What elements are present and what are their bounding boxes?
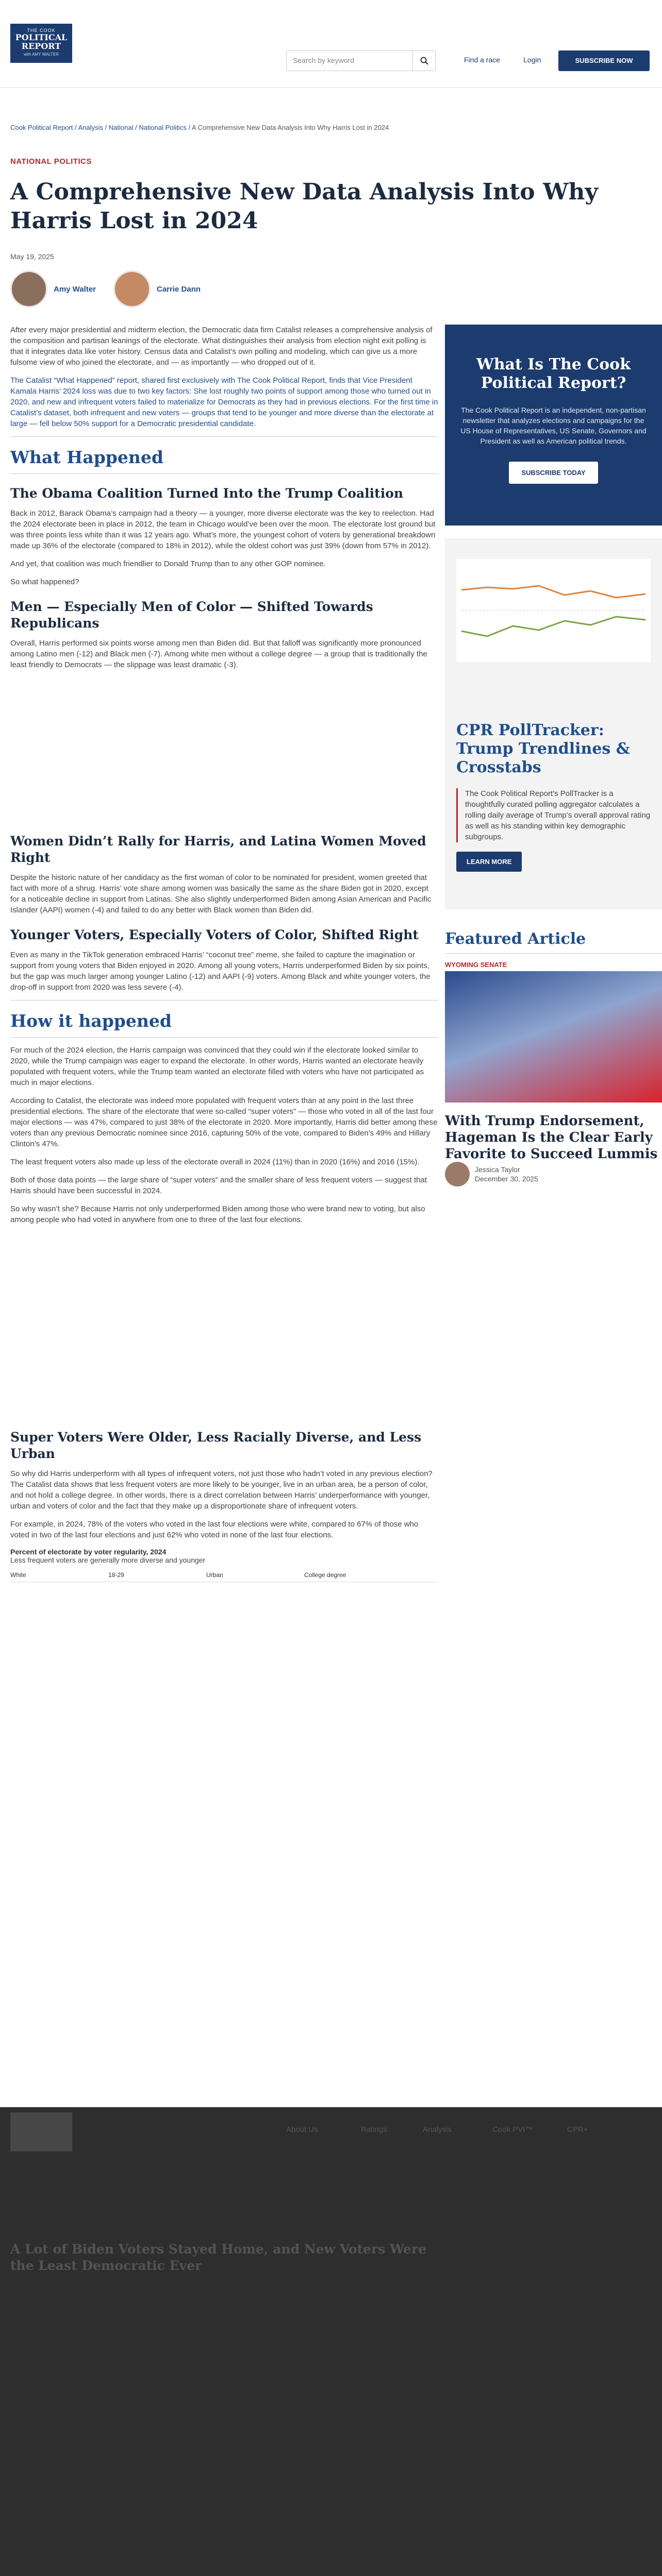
search-button[interactable] [412, 50, 436, 71]
featured-author [445, 1162, 538, 1187]
featured-image[interactable] [445, 971, 662, 1103]
divider [10, 436, 438, 437]
article-paragraph: Back in 2012, Barack Obama’s campaign had a theory — a younger, more diverse electorate was the key to reelection. Had the 2024 electorate been in place in 2012, the team in Chicago would’ve been over the moon. The electorate lost ground but was three points less white than it was 12 years ago. What’s more, the youngest cohort of voters by generational breakdown made up 36% of the electorate (compared to 18% in 2012), while the oldest cohort was just 39% (down from 57% in 2012). [10, 509, 436, 550]
site-logo[interactable]: THE COOK POLITICAL REPORT with AMY WALTER [10, 24, 72, 63]
site-header [0, 0, 662, 88]
avatar [113, 270, 151, 308]
find-race-link[interactable]: Find a race [464, 56, 501, 64]
article-date: May 19, 2025 [10, 252, 54, 261]
author-amy-walter[interactable]: Amy Walter [10, 270, 96, 308]
section-heading-dimmed: A Lot of Biden Voters Stayed Home, and New Voters Were the Least Democratic Ever [10, 2242, 427, 2273]
chart-placeholder [10, 1232, 438, 1418]
author-carrie-dann[interactable]: Carrie Dann [113, 270, 201, 308]
featured-kicker[interactable]: WYOMING SENATE [445, 961, 507, 969]
article-paragraph: According to Catalist, the electorate was indeed more populated with frequent voters than at any point in the last three presidential elections. The share of the electorate that were so-called “super voters” — those who voted in all of the last four major elections — was 47%, compared to just 38% of the electorate in 2020. More importantly, Harris did better among these voters than any previous Democratic nominee since 2016, capturing 50% of the vote, compared to Biden’s 49% and Hillary Clinton’s 47%. [10, 1096, 438, 1148]
breadcrumb-analysis[interactable]: Analysis [78, 124, 103, 131]
divider [10, 1000, 438, 1001]
chart-placeholder [10, 677, 438, 822]
table-col-header: White [10, 1571, 26, 1579]
article-paragraph: Despite the historic nature of her candidacy as the first woman of color to be nominated for president, women greeted that fact with more of a shrug. Harris’ vote share among women was basically the same as the share Biden got in 2020, except for a noticeable decline in support from Latinas. She also slightly underperformed Biden among Asian American and Pacific Islander (AAPI) women (-4) and failed to do any better with Black women than Biden did. [10, 873, 432, 914]
featured-heading: Featured Article [445, 930, 586, 948]
subsection-heading: Women Didn’t Rally for Harris, and Latina Women Moved Right [10, 834, 426, 865]
polltracker-title[interactable]: CPR PollTracker: Trump Trendlines & Crosstabs [456, 721, 630, 776]
subsection-heading: Younger Voters, Especially Voters of Color, Shifted Right [10, 927, 419, 942]
breadcrumb-current: A Comprehensive New Data Analysis Into Why Harris Lost in 2024 [191, 124, 389, 131]
avatar [10, 270, 47, 308]
subscribe-button[interactable]: SUBSCRIBE NOW [558, 50, 650, 71]
article-paragraph: So what happened? [10, 578, 79, 586]
nav-about-dimmed: About Us [286, 2125, 318, 2134]
article-body [10, 325, 438, 1582]
search-icon [420, 57, 428, 65]
subsection-heading: Men — Especially Men of Color — Shifted Towards Republicans [10, 599, 373, 631]
breadcrumb: Cook Political Report / Analysis / National / National Politics / A Comprehensive New Data Analysis Into Why Harris Lost in 2024 [10, 124, 389, 131]
article-paragraph: For much of the 2024 election, the Harris campaign was convinced that they could win if the electorate looked similar to 2020, while the Trump campaign was eager to expand the electorate. In other words, Harris wanted an electorate heavily populated with frequent voters, while the Trump team wanted an electorate filled with voters who have not participated as much in major elections. [10, 1046, 424, 1087]
table-col-header: College degree [304, 1571, 346, 1579]
nav-pvi-dimmed: Cook PVI™ [492, 2125, 533, 2134]
article-paragraph: Even as many in the TikTok generation embraced Harris’ “coconut tree” meme, she failed to capture the imagination or support from young voters that Biden enjoyed in 2020. Among all young voters, Harris underperformed Biden by six points, but the gap was much larger among younger Latino (-12) and AAPI (-9) voters. Among Black and white younger voters, the drop-off in support from 2020 was less severe (-4). [10, 951, 431, 992]
article-paragraph: So why wasn’t she? Because Harris not only underperformed Biden among those who were brand new to voting, but also among people who had voted in anywhere from one to three of the last four elections. [10, 1205, 425, 1224]
article-paragraph: After every major presidential and midterm election, the Democratic data firm Catalist releases a comprehensive analysis of the composition and partisan leanings of the electorate. What distinguishes their analysis from election night exit polling is that it integrates data like voter history. Census data and Catalist’s own polling and modeling, which can give us a more fulsome view of who joined the electorate, and — as importantly — who dropped out of it. [10, 326, 433, 367]
article-paragraph: And yet, that coalition was much friendlier to Donald Trump than to any other GOP nominee. [10, 560, 326, 568]
breadcrumb-national[interactable]: National [108, 124, 134, 131]
article-paragraph: The Catalist “What Happened” report, shared first exclusively with The Cook Political Report, finds that Vice President Kamala Harris’ 2024 loss was due to two key factors: She lost roughly two points of support among those who turned out in 2020, and new and infrequent voters failed to materialize for Democrats as they had in previous elections. For the first time in Catalist’s dataset, both infrequent and new voters — groups that tend to be younger and more diverse than the electorate at large — fell below 50% support for a Democratic presidential candidate. [10, 376, 438, 428]
article-kicker[interactable]: NATIONAL POLITICS [10, 157, 92, 166]
table-title: Percent of electorate by voter regularity, 2024 [10, 1548, 167, 1556]
article-paragraph: For example, in 2024, 78% of the voters who voted in the last four elections were white, compared to 67% of those who voted in two of the last four elections and just 62% who voted in none of the last four elections. [10, 1520, 419, 1539]
breadcrumb-national-politics[interactable]: National Politics [139, 124, 187, 131]
polltracker-card [445, 538, 662, 909]
article-paragraph: Overall, Harris performed six points worse among men than Biden did. But that falloff was significantly more pronounced among Latino men (-12) and Black men (-7). Among white men without a college degree — a group that is traditionally the least friendly to Democrats — the slippage was least dramatic (-3). [10, 639, 427, 669]
table-col-header: Urban [206, 1571, 223, 1579]
article-paragraph: The least frequent voters also made up less of the electorate overall in 2024 (11%) than in 2020 (16%) and 2016 (15%). [10, 1158, 420, 1166]
about-title: What Is The Cook Political Report? [476, 355, 631, 392]
section-heading: What Happened [10, 447, 163, 467]
featured-author-name: Jessica Taylor [475, 1165, 520, 1174]
article-paragraph: Both of those data points — the large share of “super voters” and the smaller share of less frequent voters — suggest that Harris should have been successful in 2024. [10, 1176, 427, 1195]
about-body: The Cook Political Report is an independent, non-partisan newsletter that analyzes elections and campaigns for the US House of Representatives, US Senate, Governors and President as well as American political trends. [460, 406, 647, 445]
learn-more-button[interactable]: LEARN MORE [456, 852, 522, 872]
article-paragraph: So why did Harris underperform with all types of infrequent voters, not just those who hadn’t voted in any previous election? The Catalist data shows that less frequent voters are more likely to be younger, live in an urban area, be a person of color, and not hold a college degree. In other words, there is a direct correlation between Harris’ underperformance with younger, urban and voters of color and the fact that they make up a disproportionate share of infrequent voters. [10, 1469, 433, 1511]
subsection-heading: Super Voters Were Older, Less Racially Diverse, and Less Urban [10, 1430, 422, 1461]
subscribe-today-button[interactable]: SUBSCRIBE TODAY [509, 462, 598, 484]
about-card [445, 325, 662, 526]
divider [445, 953, 662, 954]
nav-analysis-dimmed: Analysis [423, 2125, 452, 2134]
subsection-heading: The Obama Coalition Turned Into the Trump Coalition [10, 486, 404, 501]
breadcrumb-home[interactable]: Cook Political Report [10, 124, 73, 131]
featured-date: December 30, 2025 [475, 1175, 538, 1183]
login-link[interactable]: Login [523, 56, 541, 64]
table-header [10, 1571, 438, 1582]
nav-cprplus-dimmed: CPR+ [567, 2125, 588, 2134]
site-logo-dimmed [10, 2112, 72, 2151]
polltracker-body: The Cook Political Report’s PollTracker is a thoughtfully curated polling aggregator calculates a rolling daily average of Trump’s overall approval rating as well as his standing within key demographic subgroups. [456, 788, 651, 842]
avatar [445, 1162, 470, 1187]
table-col-header: 18-29 [108, 1571, 124, 1579]
polltracker-chart-image [456, 559, 651, 662]
nav-ratings-dimmed: Ratings [361, 2125, 387, 2134]
divider [10, 473, 438, 474]
featured-title[interactable]: With Trump Endorsement, Hageman Is the Clear Early Favorite to Succeed Lummis [445, 1113, 658, 1162]
modal-backdrop[interactable] [0, 2107, 662, 2576]
section-heading: How it happened [10, 1011, 172, 1031]
table-subtitle: Less frequent voters are generally more diverse and younger [10, 1556, 206, 1564]
divider [10, 1037, 438, 1038]
page-title: A Comprehensive New Data Analysis Into Why Harris Lost in 2024 [10, 179, 598, 234]
search-input[interactable]: Search by keyword [286, 50, 436, 71]
